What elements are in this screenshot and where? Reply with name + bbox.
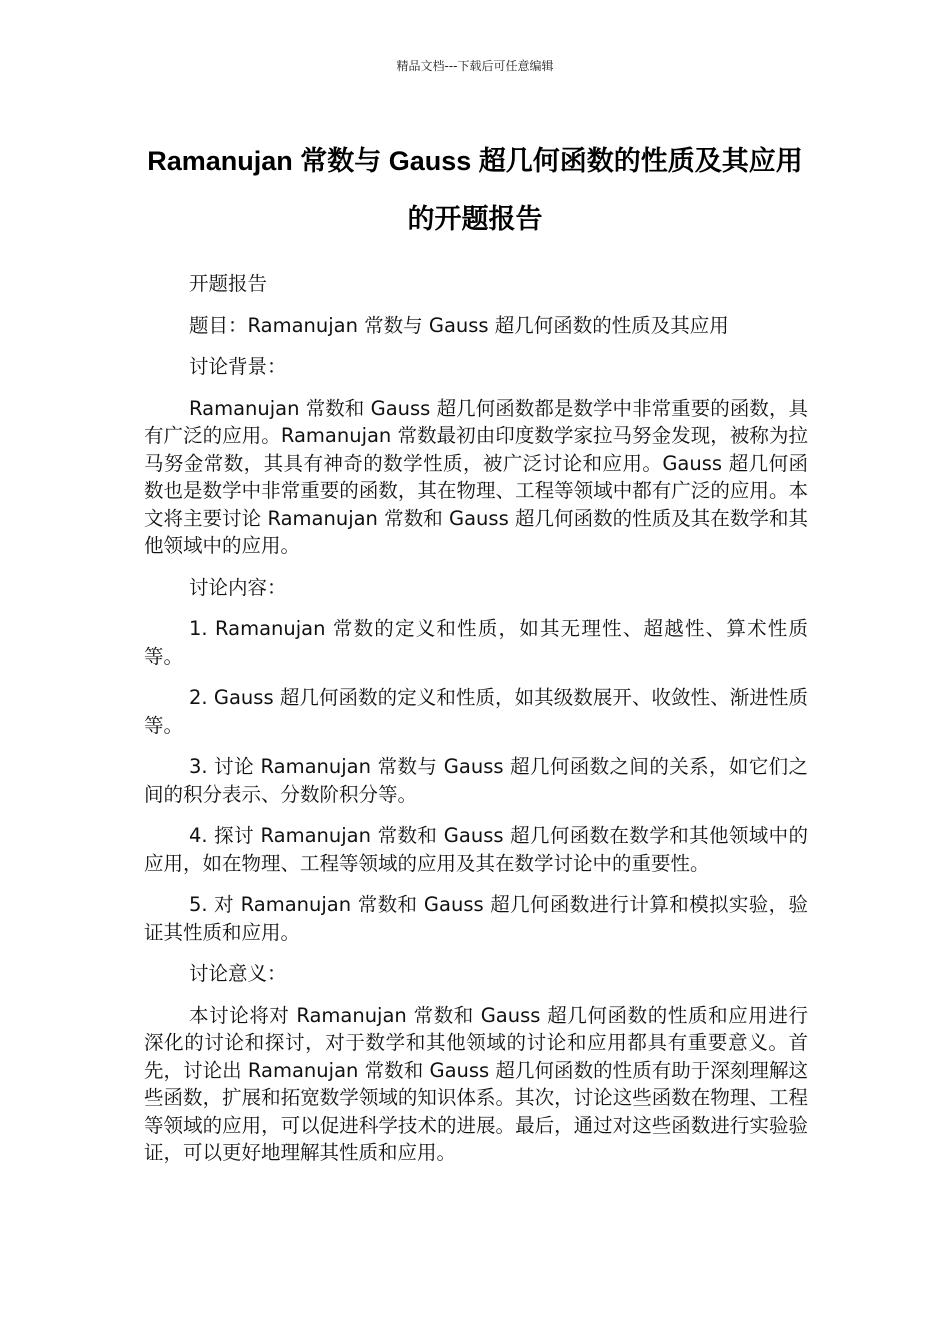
heading-significance: 讨论意义： — [189, 962, 287, 985]
content-item-5: 5. 对 Ramanujan 常数和 Gauss 超几何函数进行计算和模拟实验，验证其性质和应用。 — [144, 893, 808, 944]
paragraph-significance: 本讨论将对 Ramanujan 常数和 Gauss 超几何函数的性质和应用进行深化的讨论和探讨，对于数学和其他领域的讨论和应用都具有重要意义。首先，讨论出 Ramanujan 常数和 Gauss 超几何函数的性质有助于深刻理解这些函数，扩展和拓宽数学领域的知识体系。其次，讨论这些函数在物理、工程等领域的应用，可以促进科学技术的进展。最后，通过对这些函数进行实验验证，可以更好地理解其性质和应用。 — [144, 1003, 808, 1164]
heading-background: 讨论背景： — [189, 355, 287, 378]
content-item-4: 4. 探讨 Ramanujan 常数和 Gauss 超几何函数在数学和其他领域中的应用，如在物理、工程等领域的应用及其在数学讨论中的重要性。 — [144, 824, 808, 875]
document-body — [144, 270, 808, 1181]
document-title: Ramanujan 常数与 Gauss 超几何函数的性质及其应用的开题报告 — [147, 146, 803, 234]
paragraph-topic: 题目：Ramanujan 常数与 Gauss 超几何函数的性质及其应用 — [189, 313, 729, 337]
heading-content: 讨论内容： — [189, 575, 287, 599]
content-item-1: 1. Ramanujan 常数的定义和性质，如其无理性、超越性、算术性质等。 — [144, 617, 808, 668]
paragraph-background: Ramanujan 常数和 Gauss 超几何函数都是数学中非常重要的函数，具有广泛的应用。Ramanujan 常数最初由印度数学家拉马努金发现，被称为拉马努金常数，其具有神奇的数学性质，被广泛讨论和应用。Gauss 超几何函数也是数学中非常重要的函数，其在物理、工程等领域中都有广泛的应用。本文将主要讨论 Ramanujan 常数和 Gauss 超几何函数的性质及其在数学和其他领域中的应用。 — [144, 396, 808, 557]
content-item-2: 2. Gauss 超几何函数的定义和性质，如其级数展开、收敛性、渐进性质等。 — [144, 686, 808, 737]
paragraph-report-label: 开题报告 — [189, 272, 268, 295]
content-item-3: 3. 讨论 Ramanujan 常数与 Gauss 超几何函数之间的关系，如它们之间的积分表示、分数阶积分等。 — [144, 755, 808, 806]
page-header: 精品文档---下载后可任意编辑 — [396, 59, 554, 73]
